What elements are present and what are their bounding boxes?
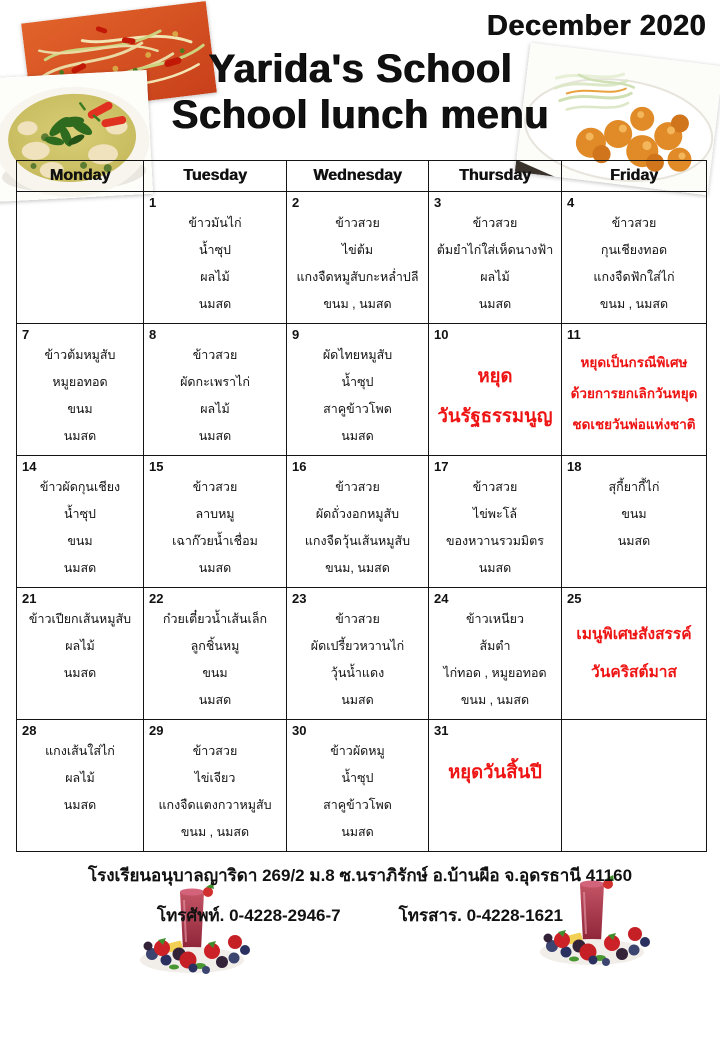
menu-item: ส้มตำ xyxy=(479,639,511,653)
day-number: 23 xyxy=(292,591,307,606)
menu-list xyxy=(17,474,143,582)
menu-item: ผลไม้ xyxy=(480,270,510,284)
calendar-cell-day-14 xyxy=(17,456,144,588)
menu-list xyxy=(287,474,428,582)
menu-list xyxy=(144,210,286,318)
holiday-note-line: หยุดเป็นกรณีพิเศษ xyxy=(580,355,688,370)
menu-item: นมสด xyxy=(198,561,232,575)
calendar-cell-day-25 xyxy=(562,588,707,720)
menu-list xyxy=(17,342,143,450)
day-header-row xyxy=(17,161,707,192)
menu-item: แกงจืดแตงกวาหมูสับ xyxy=(158,798,272,812)
calendar-cell-day-28 xyxy=(17,720,144,852)
menu-item: ไข่ต้ม xyxy=(341,243,374,257)
menu-item: ของหวานรวมมิตร xyxy=(445,534,545,548)
day-number: 9 xyxy=(292,327,300,342)
calendar-cell-day-31 xyxy=(429,720,562,852)
menu-list xyxy=(287,210,428,318)
calendar-cell-day-7 xyxy=(17,324,144,456)
menu-item: ข้าวมันไก่ xyxy=(188,216,242,230)
day-number: 24 xyxy=(434,591,449,606)
menu-item: ข้าวสวย xyxy=(611,216,657,230)
calendar-cell-day-18 xyxy=(562,456,707,588)
menu-item: น้ำซุป xyxy=(341,375,374,389)
calendar-cell-day-21 xyxy=(17,588,144,720)
menu-item: นมสด xyxy=(63,798,97,812)
day-number: 22 xyxy=(149,591,164,606)
menu-item: นมสด xyxy=(478,561,512,575)
day-number: 21 xyxy=(22,591,37,606)
holiday-note xyxy=(562,606,706,692)
month-year-label: December 2020 xyxy=(486,10,706,42)
menu-item: ก๋วยเตี๋ยวน้ำเส้นเล็ก xyxy=(162,612,268,626)
calendar-cell-day-4 xyxy=(562,192,707,324)
menu-item: ข้าวสวย xyxy=(192,744,238,758)
day-header-wednesday: Wednesday xyxy=(287,161,429,192)
calendar-cell-day-2 xyxy=(287,192,429,324)
day-number: 11 xyxy=(567,327,581,342)
menu-list xyxy=(287,606,428,714)
calendar-cell-day-15 xyxy=(144,456,287,588)
menu-item: ไข่พะโล้ xyxy=(472,507,518,521)
menu-item: ต้มยำไก่ใส่เห็ดนางฟ้า xyxy=(436,243,554,257)
calendar-cell-day-8 xyxy=(144,324,287,456)
day-number: 15 xyxy=(149,459,164,474)
calendar-cell-empty xyxy=(562,720,707,852)
menu-item: ข้าวสวย xyxy=(472,480,518,494)
holiday-note xyxy=(429,738,561,792)
day-number: 17 xyxy=(434,459,449,474)
day-number: 1 xyxy=(149,195,157,210)
calendar-cell-day-10 xyxy=(429,324,562,456)
day-header-thursday: Thursday xyxy=(429,161,562,192)
menu-item: นมสด xyxy=(617,534,651,548)
menu-item: หมูยอทอด xyxy=(52,375,108,389)
calendar-cell-day-24 xyxy=(429,588,562,720)
title-line-2: School lunch menu xyxy=(171,93,549,137)
footer xyxy=(0,862,720,929)
menu-item: นมสด xyxy=(63,561,97,575)
calendar-cell-day-1 xyxy=(144,192,287,324)
menu-item: ข้าวผัดกุนเชียง xyxy=(39,480,121,494)
calendar-cell-day-16 xyxy=(287,456,429,588)
menu-list xyxy=(429,606,561,714)
menu-list xyxy=(562,210,706,318)
phone-label: โทรศัพท์. 0-4228-2946-7 xyxy=(156,906,341,925)
menu-item: แกงจืดหมูสับกะหล่ำปลี xyxy=(296,270,419,284)
menu-item: ผัดเปรี้ยวหวานไก่ xyxy=(310,639,405,653)
day-number: 31 xyxy=(434,723,449,738)
menu-list xyxy=(144,474,286,582)
menu-list xyxy=(287,738,428,846)
menu-item: ไก่ทอด , หมูยอทอด xyxy=(443,666,547,680)
menu-item: นมสด xyxy=(341,693,374,707)
menu-list xyxy=(17,606,143,687)
menu-item: นมสด xyxy=(478,297,512,311)
menu-list xyxy=(17,738,143,819)
menu-item: น้ำซุป xyxy=(341,771,374,785)
contact-row xyxy=(0,902,720,929)
calendar-cell-day-11 xyxy=(562,324,707,456)
menu-item: สาคูข้าวโพด xyxy=(323,402,392,416)
day-number xyxy=(17,192,143,210)
menu-item: นมสด xyxy=(63,666,97,680)
day-number: 14 xyxy=(22,459,37,474)
menu-item: ลูกชิ้นหมู xyxy=(190,639,240,653)
menu-item: น้ำซุป xyxy=(64,507,96,521)
school-address: โรงเรียนอนุบาลญาริดา 269/2 ม.8 ซ.นราภิรักษ์ อ.บ้านผือ จ.อุดรธานี 41160 xyxy=(87,866,633,885)
calendar-week-row xyxy=(17,324,707,456)
menu-list xyxy=(144,606,286,714)
day-header-friday: Friday xyxy=(562,161,707,192)
menu-item: สาคูข้าวโพด xyxy=(323,798,392,812)
menu-item: นมสด xyxy=(198,693,232,707)
menu-list xyxy=(144,738,286,846)
menu-item: ผัดกะเพราไก่ xyxy=(180,375,250,389)
holiday-note-line: หยุด xyxy=(477,365,513,386)
menu-list xyxy=(287,342,428,450)
holiday-note xyxy=(429,342,561,436)
menu-item: ข้าวผัดหมู xyxy=(330,744,385,758)
page-title xyxy=(0,46,720,138)
menu-item: ข้าวเหนียว xyxy=(466,612,524,626)
menu-item: ขนม xyxy=(67,402,93,416)
day-number: 25 xyxy=(567,591,582,606)
holiday-note-line: ด้วยการยกเลิกวันหยุด xyxy=(570,386,698,401)
menu-item: ขนม , นมสด xyxy=(599,297,669,311)
menu-item: สุกี้ยากี้ไก่ xyxy=(608,480,660,494)
day-number xyxy=(562,720,706,738)
day-number: 3 xyxy=(434,195,442,210)
menu-item: ไข่เจียว xyxy=(194,771,236,785)
menu-item: ข้าวสวย xyxy=(335,216,380,230)
fax-label: โทรสาร. 0-4228-1621 xyxy=(398,906,564,925)
day-number: 30 xyxy=(292,723,307,738)
menu-item: ข้าวสวย xyxy=(335,612,380,626)
day-number: 7 xyxy=(22,327,30,342)
menu-list xyxy=(562,474,706,555)
day-number: 28 xyxy=(22,723,37,738)
lunch-calendar xyxy=(16,160,707,852)
menu-item: ขนม , นมสด xyxy=(323,297,392,311)
day-number: 4 xyxy=(567,195,575,210)
menu-item: ข้าวสวย xyxy=(192,480,238,494)
menu-item: นมสด xyxy=(341,429,374,443)
day-number: 10 xyxy=(434,327,449,342)
calendar-cell-day-3 xyxy=(429,192,562,324)
menu-item: แกงจืดฟักใส่ไก่ xyxy=(593,270,675,284)
menu-item: ข้าวสวย xyxy=(335,480,380,494)
day-number: 2 xyxy=(292,195,300,210)
menu-item: เฉาก๊วยน้ำเชื่อม xyxy=(172,534,258,548)
menu-item: ผลไม้ xyxy=(65,771,95,785)
day-number: 8 xyxy=(149,327,157,342)
holiday-note-line: หยุดวันสิ้นปี xyxy=(448,761,542,782)
day-header-tuesday: Tuesday xyxy=(144,161,287,192)
calendar-cell-day-22 xyxy=(144,588,287,720)
calendar-cell-day-29 xyxy=(144,720,287,852)
calendar-cell-day-17 xyxy=(429,456,562,588)
calendar-cell-day-30 xyxy=(287,720,429,852)
menu-item: นมสด xyxy=(63,429,97,443)
menu-item: แกงเส้นใส่ไก่ xyxy=(45,744,115,758)
calendar-week-row xyxy=(17,456,707,588)
day-number: 16 xyxy=(292,459,307,474)
menu-item: ผลไม้ xyxy=(200,270,230,284)
holiday-note-line: เมนูพิเศษสังสรรค์ xyxy=(576,626,692,643)
holiday-note-line: วันรัฐธรรมนูญ xyxy=(437,405,553,426)
menu-item: ขนม , นมสด xyxy=(180,825,250,839)
menu-item: ผัดถั่วงอกหมูสับ xyxy=(315,507,400,521)
calendar-cell-empty xyxy=(17,192,144,324)
menu-item: ลาบหมู xyxy=(195,507,235,521)
menu-item: กุนเชียงทอด xyxy=(600,243,668,257)
menu-item: ขนม, นมสด xyxy=(325,561,390,575)
menu-list xyxy=(429,210,561,318)
holiday-note xyxy=(562,342,706,440)
day-header-monday: Monday xyxy=(17,161,144,192)
menu-item: นมสด xyxy=(198,297,232,311)
holiday-note-line: วันคริสต์มาส xyxy=(591,664,677,681)
day-number: 29 xyxy=(149,723,164,738)
menu-item: ขนม xyxy=(202,666,228,680)
menu-item: ข้าวสวย xyxy=(192,348,238,362)
menu-item: ข้าวต้มหมูสับ xyxy=(44,348,116,362)
calendar-cell-day-23 xyxy=(287,588,429,720)
menu-item: ข้าวสวย xyxy=(472,216,518,230)
holiday-note-line: ชดเชยวันพ่อแห่งชาติ xyxy=(572,417,696,432)
menu-item: นมสด xyxy=(198,429,232,443)
menu-item: ข้าวเปียกเส้นหมูสับ xyxy=(28,612,132,626)
menu-item: ผลไม้ xyxy=(200,402,230,416)
menu-item: ขนม xyxy=(621,507,647,521)
menu-item: ขนม , นมสด xyxy=(460,693,530,707)
title-line-1: Yarida's School xyxy=(208,47,512,91)
menu-item: แกงจืดวุ้นเส้นหมูสับ xyxy=(304,534,411,548)
menu-item: ขนม xyxy=(67,534,93,548)
calendar-week-row xyxy=(17,720,707,852)
menu-item: นมสด xyxy=(341,825,374,839)
calendar-week-row xyxy=(17,588,707,720)
menu-list xyxy=(144,342,286,450)
menu-item: วุ้นน้ำแดง xyxy=(330,666,385,680)
menu-item: น้ำซุป xyxy=(199,243,231,257)
menu-item: ผัดไทยหมูสับ xyxy=(322,348,393,362)
day-number: 18 xyxy=(567,459,582,474)
menu-list xyxy=(429,474,561,582)
calendar-week-row xyxy=(17,192,707,324)
calendar-cell-day-9 xyxy=(287,324,429,456)
menu-item: ผลไม้ xyxy=(65,639,95,653)
